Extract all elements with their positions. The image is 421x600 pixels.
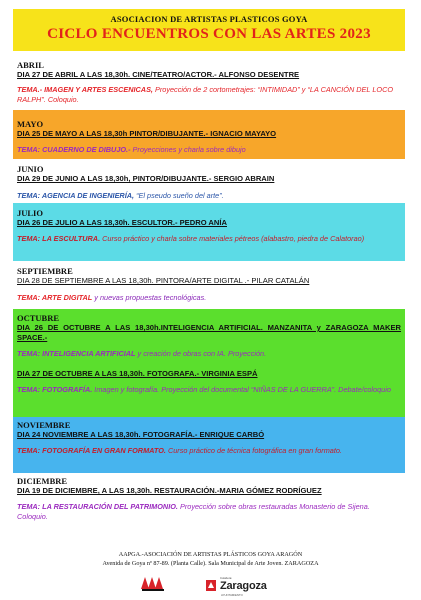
- event-line: DIA 27 DE ABRIL A LAS 18,30h. CINE/TEATRO/ACTOR.- ALFONSO DESENTRE: [17, 70, 300, 79]
- poster-header: [13, 9, 405, 51]
- event-line: DIA 25 DE MAYO A LAS 18,30h PINTOR/DIBUJANTE.- IGNACIO MAYAYO: [17, 129, 277, 138]
- theme-label: TEMA: FOTOGRAFÍA EN GRAN FORMATO.: [17, 445, 166, 455]
- theme-description: Proyecciones y charla sobre dibujo: [132, 144, 246, 154]
- aapga-logo-icon: [140, 576, 164, 592]
- theme-description: Proyección de 2 cortometrajes: “INTIMIDAD” y “LA CANCIÓN DEL LOCO RALPH”. Coloquio.: [17, 84, 394, 104]
- month-label: SEPTIEMBRE: [17, 266, 73, 276]
- section-diciembre: [13, 473, 405, 533]
- theme-text: [17, 385, 401, 395]
- zaragoza-logo-caption: Colabora:: [220, 576, 233, 580]
- theme-text: [17, 85, 401, 105]
- theme-description: y nuevas propuestas tecnológicas.: [94, 292, 207, 302]
- theme-description: y creación de obras con IA. Proyección.: [137, 349, 267, 358]
- section-septiembre: [13, 261, 405, 309]
- event-line: DIA 19 DE DICIEMBRE, A LAS 18,30h. RESTAURACIÓN.-MARIA GÓMEZ RODRÍGUEZ: [17, 486, 322, 495]
- theme-text: [17, 145, 401, 155]
- theme-label: TEMA: AGENCIA DE INGENIERÍA,: [17, 190, 135, 200]
- theme-text: [17, 446, 401, 456]
- theme-description: Proyección sobre obras restauradas Monasterio de Sijena. Coloquio.: [17, 501, 370, 521]
- aapga-logo-mark-icon: [140, 576, 164, 590]
- theme-text: [17, 349, 401, 359]
- theme-label: TEMA: FOTOGRAFÍA.: [17, 384, 93, 394]
- org-name: ASOCIACION DE ARTISTAS PLASTICOS GOYA: [110, 14, 308, 24]
- month-label: JULIO: [17, 208, 43, 218]
- section-julio: [13, 203, 405, 261]
- theme-description: Curso práctico y charla sobre materiales pétreos (alabastro, piedra de Calatorao): [102, 233, 365, 243]
- footer-address: Avenida de Goya nº 87-89. (Planta Calle). Sala Municipal de Arte Joven. ZARAGOZA: [102, 560, 319, 567]
- month-label: NOVIEMBRE: [17, 420, 71, 430]
- theme-label: TEMA: LA RESTAURACIÓN DEL PATRIMONIO.: [17, 501, 178, 511]
- month-label: MAYO: [17, 119, 44, 129]
- theme-label: TEMA: INTELIGENCIA ARTIFICIAL: [17, 349, 136, 358]
- poster: [13, 9, 405, 533]
- theme-text: [17, 293, 401, 303]
- month-label: ABRIL: [17, 60, 44, 70]
- theme-description: “El pseudo sueño del arte”.: [136, 190, 224, 200]
- theme-label: TEMA: ARTE DIGITAL: [17, 292, 93, 302]
- aapga-logo-bar: [142, 589, 164, 591]
- event-line: DIA 26 DE OCTUBRE A LAS 18,30h.INTELIGENCIA ARTIFICIAL. MANZANITA y ZARAGOZA MAKER SPACE.-: [17, 323, 401, 342]
- theme-label: TEMA.- IMAGEN Y ARTES ESCENICAS,: [17, 84, 153, 94]
- zaragoza-logo-text: Zaragoza: [220, 580, 267, 592]
- month-label: JUNIO: [17, 164, 44, 174]
- zaragoza-logo-subtitle: AYUNTAMIENTO: [221, 593, 243, 597]
- theme-text: [17, 502, 401, 522]
- event-line: DIA 27 DE OCTUBRE A LAS 18,30h. FOTOGRAFA.- VIRGINIA ESPÁ: [17, 369, 258, 378]
- section-noviembre: [13, 417, 405, 473]
- theme-label: TEMA: CUADERNO DE DIBUJO.-: [17, 144, 131, 154]
- month-label: DICIEMBRE: [17, 476, 68, 486]
- section-octubre: [13, 309, 405, 367]
- zaragoza-lion-icon: [206, 580, 216, 591]
- theme-label: TEMA: LA ESCULTURA.: [17, 233, 101, 243]
- event-line: DIA 24 NOVIEMBRE A LAS 18,30h. FOTOGRAFÍA.- ENRIQUE CARBÓ: [17, 430, 265, 439]
- logos: [140, 576, 340, 596]
- footer: [0, 550, 421, 568]
- section-abril: [13, 51, 405, 110]
- theme-description: Imagen y fotografía. Proyección del documental “NIÑAS DE LA GUERRA”. Debate/coloquio: [94, 384, 391, 394]
- section-octubre-2: [13, 367, 405, 417]
- event-line: DIA 29 DE JUNIO A LAS 18,30h, PINTOR/DIBUJANTE.- SERGIO ABRAIN: [17, 174, 275, 183]
- theme-description: Curso práctico de técnica fotográfica en gran formato.: [167, 445, 342, 455]
- event-line: DIA 26 DE JULIO A LAS 18,30h. ESCULTOR.- PEDRO ANÍA: [17, 218, 227, 227]
- footer-org: AAPGA.-ASOCIACIÓN DE ARTISTAS PLÁSTICOS GOYA ARAGÓN: [118, 551, 303, 558]
- month-label: OCTUBRE: [17, 313, 60, 323]
- section-mayo: [13, 110, 405, 159]
- theme-text: [17, 191, 401, 201]
- section-junio: [13, 159, 405, 203]
- poster-title: CICLO ENCUENTROS CON LAS ARTES 2023: [47, 26, 371, 42]
- theme-text: [17, 234, 401, 244]
- event-line: DIA 28 DE SEPTIEMBRE A LAS 18,30h. PINTORA/ARTE DIGITAL .- PILAR CATALÁN: [17, 276, 310, 285]
